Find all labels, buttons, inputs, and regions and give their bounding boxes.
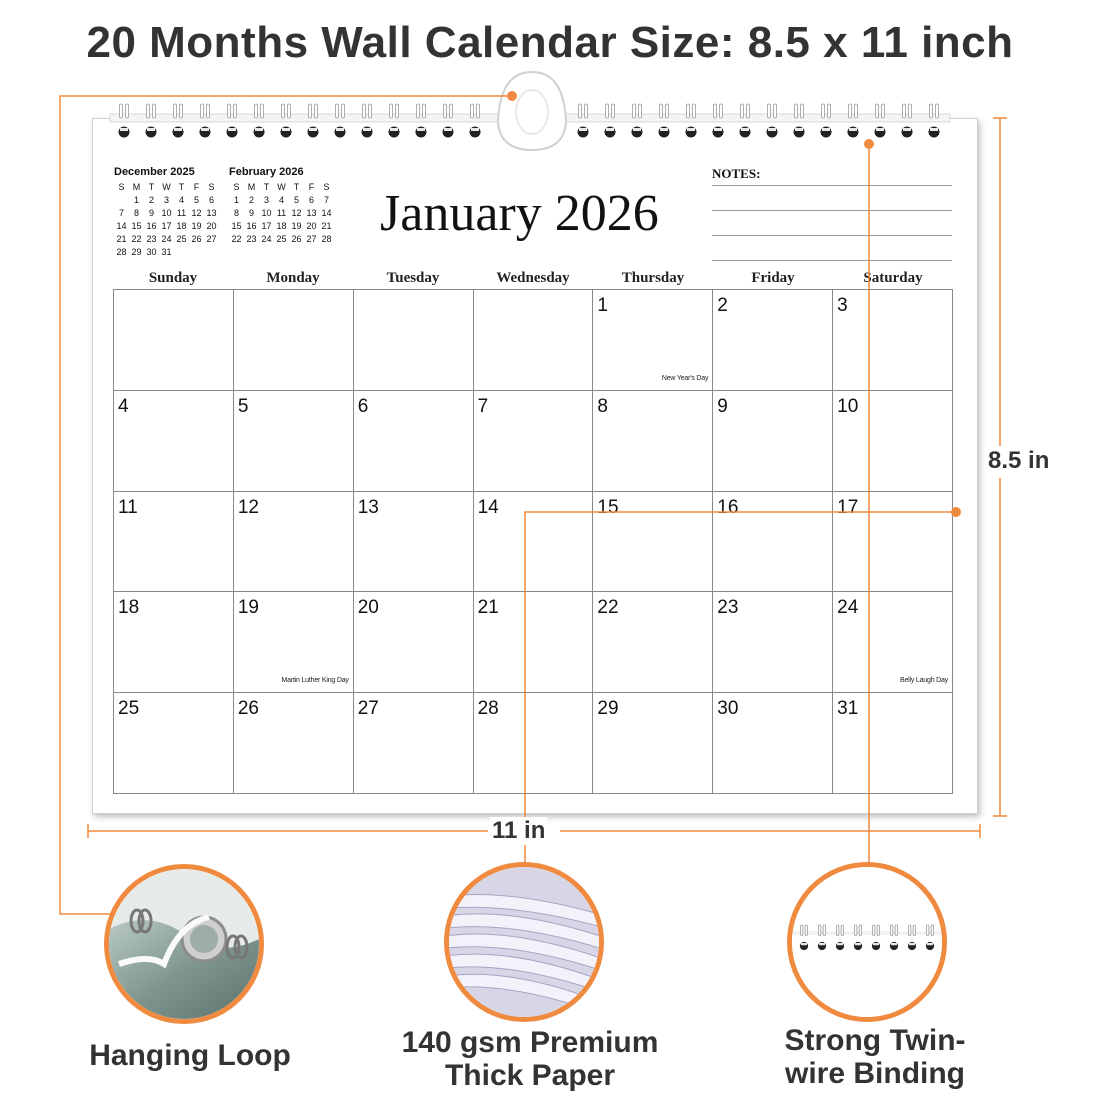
- day-number: 12: [237, 496, 259, 518]
- day-number: 27: [357, 698, 379, 720]
- day-number: 9: [717, 395, 728, 417]
- day-number: 3: [837, 295, 848, 316]
- mini-weekday-initial: M: [247, 182, 256, 192]
- mini-day: 18: [276, 221, 287, 231]
- day-number: 11: [118, 496, 138, 518]
- mini-day: 6: [308, 195, 314, 205]
- mini-day: 27: [306, 234, 317, 244]
- weekday-label: Thursday: [621, 270, 685, 286]
- day-number: 2: [717, 295, 728, 316]
- mini-day: 4: [178, 195, 184, 205]
- mini-day: 21: [116, 234, 127, 244]
- twin-wire-closeup-icon: [792, 867, 942, 1017]
- mini-weekday-initial: F: [193, 182, 200, 192]
- month-title: January 2026: [380, 185, 659, 242]
- day-number: 24: [837, 597, 859, 619]
- feature-label-line: Hanging Loop: [89, 1039, 291, 1072]
- feature-label-line: wire Binding: [785, 1057, 965, 1090]
- mini-day: 19: [291, 221, 302, 231]
- mini-weekday-initial: M: [132, 182, 141, 192]
- mini-day: 3: [263, 195, 269, 205]
- mini-day: 24: [261, 234, 272, 244]
- mini-day: 2: [148, 195, 154, 205]
- mini-day: 12: [291, 208, 302, 218]
- mini-day: 12: [191, 208, 202, 218]
- mini-weekday-initial: S: [118, 182, 125, 192]
- mini-weekday-initial: T: [178, 182, 185, 192]
- height-dimension-label: 8.5 in: [988, 447, 1050, 474]
- mini-day: 6: [208, 195, 214, 205]
- mini-weekday-initial: W: [162, 182, 171, 192]
- day-number: 21: [477, 597, 499, 619]
- weekday-label: Monday: [266, 270, 320, 286]
- mini-day: 20: [206, 221, 217, 231]
- weekday-label: Sunday: [148, 270, 198, 286]
- mini-day: 8: [133, 208, 139, 218]
- mini-day: 16: [246, 221, 257, 231]
- mini-weekday-initial: F: [308, 182, 315, 192]
- mini-day: 31: [161, 247, 172, 257]
- mini-day: 1: [133, 195, 139, 205]
- day-number: 16: [717, 496, 739, 518]
- weekday-label: Friday: [751, 270, 795, 286]
- day-number: 8: [597, 395, 608, 417]
- weekday-label: Saturday: [863, 270, 923, 286]
- day-number: 17: [837, 496, 859, 518]
- mini-day: 17: [261, 221, 272, 231]
- day-number: 20: [357, 597, 379, 619]
- day-number: 18: [118, 597, 140, 619]
- headline: 20 Months Wall Calendar Size: 8.5 x 11 inch: [86, 18, 1014, 67]
- mini-calendar-name: February 2026: [229, 166, 304, 178]
- mini-weekday-initial: S: [323, 182, 330, 192]
- day-number: 25: [118, 698, 140, 720]
- mini-day: 15: [131, 221, 142, 231]
- day-number: 31: [837, 698, 859, 720]
- day-number: 7: [477, 395, 489, 417]
- mini-day: 23: [146, 234, 157, 244]
- day-number: 23: [717, 597, 739, 619]
- day-number: 22: [597, 597, 619, 619]
- mini-day: 24: [161, 234, 172, 244]
- paper-marker-dot: [951, 507, 961, 517]
- mini-day: 13: [206, 208, 217, 218]
- feature-label-thick-paper: [370, 1026, 690, 1092]
- mini-day: 17: [161, 221, 172, 231]
- mini-weekday-initial: S: [233, 182, 240, 192]
- mini-day: 22: [131, 234, 142, 244]
- thick-paper-callout: [444, 862, 604, 1022]
- mini-weekday-initial: T: [293, 182, 300, 192]
- twin-wire-callout: [787, 862, 947, 1022]
- mini-day: 18: [176, 221, 187, 231]
- mini-day: 4: [278, 195, 284, 205]
- mini-day: 8: [233, 208, 239, 218]
- mini-day: 29: [131, 247, 142, 257]
- day-number: 5: [237, 395, 249, 417]
- feature-label-line: Strong Twin-: [784, 1024, 966, 1057]
- mini-day: 26: [191, 234, 202, 244]
- weekday-label: Wednesday: [496, 270, 570, 286]
- binding-marker-dot: [864, 139, 874, 149]
- mini-weekday-initial: S: [208, 182, 215, 192]
- mini-calendar-name: December 2025: [114, 166, 195, 178]
- mini-day: 21: [321, 221, 332, 231]
- day-number: 15: [597, 496, 619, 518]
- holiday-label: Belly Laugh Day: [900, 677, 948, 685]
- mini-day: 28: [321, 234, 332, 244]
- width-dimension-label: 11 in: [492, 817, 546, 844]
- mini-day: 11: [176, 208, 187, 218]
- mini-day: 28: [116, 247, 127, 257]
- day-number: 19: [237, 597, 259, 619]
- mini-day: 3: [163, 195, 169, 205]
- mini-day: 11: [276, 208, 287, 218]
- mini-day: 7: [118, 208, 124, 218]
- notes-label: NOTES:: [712, 166, 761, 181]
- mini-day: 5: [293, 195, 299, 205]
- mini-weekday-initial: W: [277, 182, 286, 192]
- mini-day: 9: [148, 208, 154, 218]
- mini-day: 27: [206, 234, 217, 244]
- mini-day: 19: [191, 221, 202, 231]
- day-number: 1: [597, 295, 608, 316]
- loop-marker-dot: [507, 91, 517, 101]
- feature-label-twin-wire: [760, 1024, 990, 1090]
- mini-day: 1: [233, 195, 239, 205]
- day-number: 26: [237, 698, 259, 720]
- feature-label-hanging-loop: [70, 1039, 310, 1072]
- mini-day: 25: [176, 234, 187, 244]
- feature-label-line: Thick Paper: [444, 1059, 616, 1092]
- mini-day: 10: [161, 208, 172, 218]
- weekday-label: Tuesday: [386, 270, 440, 286]
- mini-day: 5: [193, 195, 199, 205]
- day-number: 10: [837, 395, 859, 417]
- mini-day: 2: [248, 195, 254, 205]
- day-number: 4: [118, 395, 129, 417]
- mini-day: 26: [291, 234, 302, 244]
- mini-day: 15: [231, 221, 242, 231]
- day-number: 6: [357, 395, 369, 417]
- day-number: 13: [357, 496, 379, 518]
- hanging-loop-callout: [104, 864, 264, 1024]
- mini-day: 16: [146, 221, 157, 231]
- mini-day: 22: [231, 234, 242, 244]
- day-number: 30: [717, 698, 739, 720]
- holiday-label: New Year's Day: [661, 374, 709, 382]
- mini-weekday-initial: T: [148, 182, 155, 192]
- holiday-label: Martin Luther King Day: [281, 677, 349, 685]
- mini-day: 13: [306, 208, 317, 218]
- mini-day: 14: [321, 208, 332, 218]
- mini-day: 20: [306, 221, 317, 231]
- mini-day: 30: [146, 247, 157, 257]
- hanging-loop-closeup-icon: [109, 869, 259, 1019]
- mini-day: 9: [248, 208, 254, 218]
- day-number: 14: [477, 496, 499, 518]
- mini-weekday-initial: T: [263, 182, 270, 192]
- day-number: 28: [477, 698, 499, 720]
- feature-label-line: 140 gsm Premium: [401, 1026, 659, 1059]
- paper-stack-closeup-icon: [449, 867, 599, 1017]
- mini-day: 14: [116, 221, 127, 231]
- mini-day: 25: [276, 234, 287, 244]
- day-number: 29: [597, 698, 619, 720]
- mini-day: 7: [323, 195, 329, 205]
- mini-day: 10: [261, 208, 272, 218]
- mini-day: 23: [246, 234, 257, 244]
